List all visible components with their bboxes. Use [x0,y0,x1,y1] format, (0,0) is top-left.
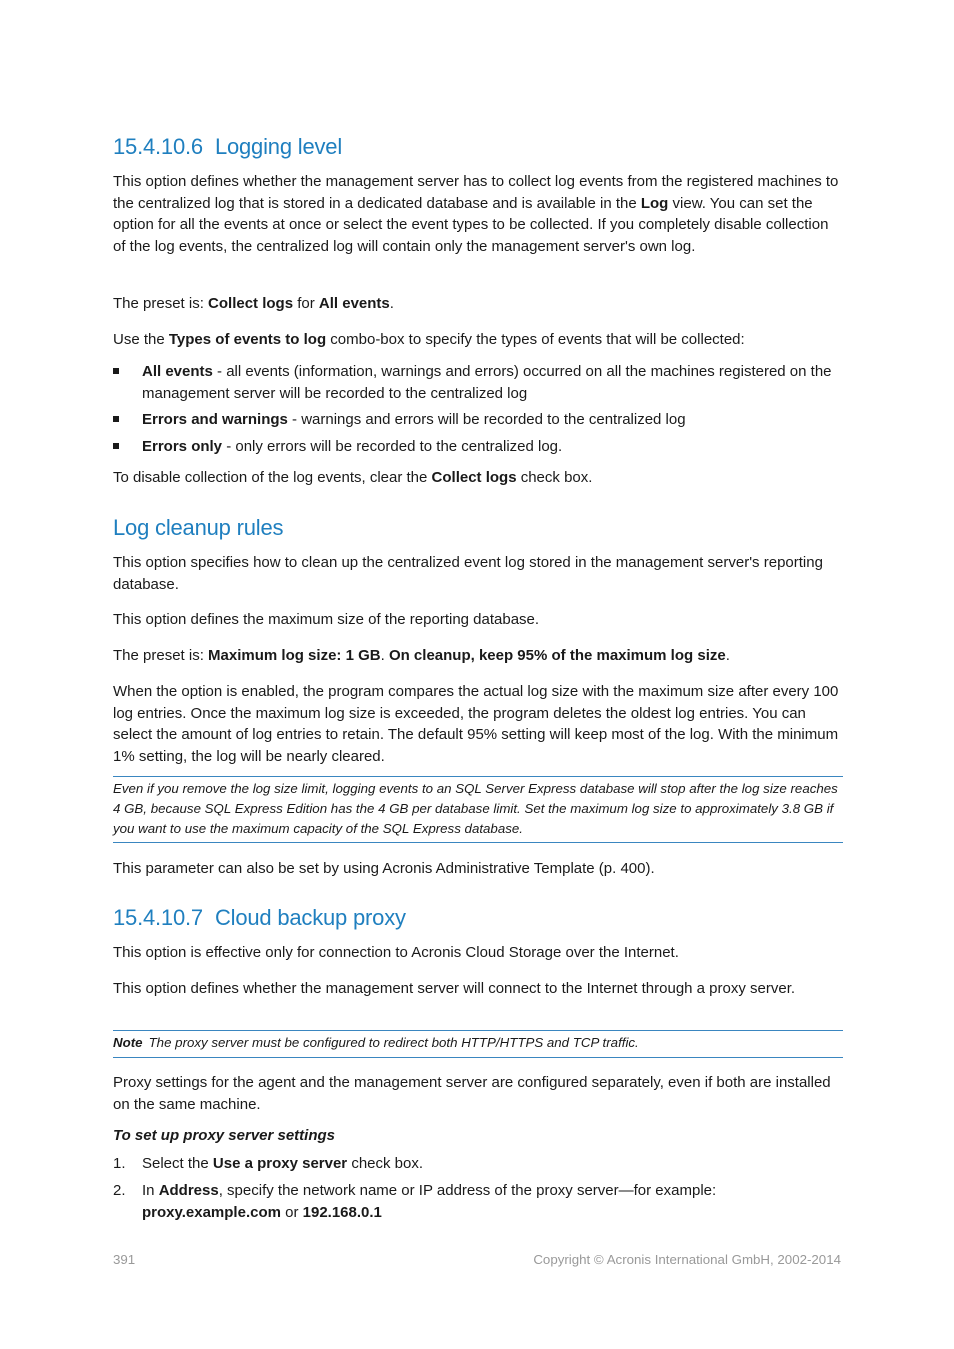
section-heading-logging-level [113,134,342,160]
bold-text: All events [142,363,213,380]
step-number: 1. [113,1155,126,1172]
section-number: 15.4.10.6 [113,134,203,159]
bullet-item [113,361,843,404]
text: . [389,295,394,312]
note-text: The proxy server must be configured to redirect both HTTP/HTTPS and TCP traffic. [148,1035,639,1050]
bullet-item [113,409,843,431]
text: - all events (information, warnings and errors) occurred on all the machines registered on the management server will be recorded to the centralized log [142,363,832,402]
bold-text: Errors only [142,438,223,455]
text: for [293,295,319,312]
paragraph: This option is effective only for connection to Acronis Cloud Storage over the Internet. [113,944,679,961]
section-title: Logging level [214,134,343,159]
note-box [113,776,843,843]
text: . [725,647,730,664]
text: check box. [347,1155,424,1172]
bold-text: Collect logs [208,295,294,312]
note-text: Even if you remove the log size limit, logging events to an SQL Server Express database will stop after the log size reaches 4 GB, because SQL Express Edition has the 4 GB per database limit. Set the maximum log size to approximately 3.8 GB if you want to use the maximum capacity of the SQL Express database. [113,781,838,836]
bold-text: Log [640,194,669,212]
paragraph: This option defines the maximum size of the reporting database. [113,611,540,628]
paragraph [113,645,843,667]
bold-text: Address [158,1182,219,1199]
text: - only errors will be recorded to the centralized log. [222,438,563,455]
paragraph: This option defines whether the management server will connect to the Internet through a proxy server. [113,980,796,997]
bold-text: Use a proxy server [212,1155,348,1172]
bullet-marker-icon [113,416,119,422]
text: - warnings and errors will be recorded to the centralized log [287,411,686,428]
paragraph [113,171,843,257]
page-number: 391 [113,1252,136,1267]
text: or [280,1203,303,1221]
note-label: Note [113,1035,143,1050]
text: The preset is: [113,647,209,664]
bullet-item [113,436,843,458]
paragraph: This parameter can also be set by using Acronis Administrative Template (p. 400). [113,860,655,877]
bold-text: On cleanup, keep 95% of the maximum log size [388,647,726,664]
text: Use the [113,331,169,348]
paragraph: This option specifies how to clean up the centralized event log stored in the management server's reporting database. [113,554,823,593]
section-title: Log cleanup rules [113,515,284,540]
section-number: 15.4.10.7 [113,905,203,930]
text: The preset is: [113,295,209,312]
paragraph: Proxy settings for the agent and the management server are configured separately, even if both are installed on the same machine. [113,1074,831,1113]
text: To disable collection of the log events, clear the [113,469,432,486]
paragraph [113,293,843,315]
note-box [113,1030,843,1058]
bold-text: 192.168.0.1 [302,1203,382,1221]
text: check box. [516,469,593,486]
list-item [113,1180,843,1223]
text: Select the [142,1155,213,1172]
text: , specify the network name or IP address of the proxy server—for example: [218,1182,717,1199]
text: . [380,647,389,664]
text: view. You can set the option for all the events at once or select the event types to be collected. If you completely disable collection of the log events, the centralized log will contain only the management server's own log. [113,194,829,255]
section-title: Cloud backup proxy [214,905,406,930]
text: This option defines whether the management server has to collect log events from the registered machines to the centralized log that is stored in a dedicated database and is available in the [113,173,839,212]
step-number: 2. [113,1182,126,1199]
list-item [113,1153,843,1175]
paragraph [113,467,843,489]
paragraph [113,329,843,351]
bold-text: Maximum log size: 1 GB [208,647,381,664]
bullet-marker-icon [113,443,119,449]
paragraph: When the option is enabled, the program compares the actual log size with the maximum size after every 100 log entries. Once the maximum log size is exceeded, the program deletes the oldest log entries. You can select the amount of log entries to retain. The default 95% setting will keep most of the log. With the minimum 1% setting, the log will be nearly cleared. [113,683,839,765]
text: combo-box to specify the types of events that will be collected: [326,331,745,348]
bold-text: Errors and warnings [142,411,288,428]
bold-text: All events [318,295,390,312]
section-heading-log-cleanup-rules [113,515,283,541]
bullet-marker-icon [113,368,119,374]
bold-text: Collect logs [431,469,517,486]
procedure-heading: To set up proxy server settings [113,1127,336,1144]
section-heading-cloud-backup-proxy [113,905,406,931]
bold-text: Types of events to log [168,331,327,348]
text: In [142,1182,159,1199]
bold-text: proxy.example.com [142,1203,281,1221]
copyright-notice: Copyright © Acronis International GmbH, 2002-2014 [533,1252,841,1267]
